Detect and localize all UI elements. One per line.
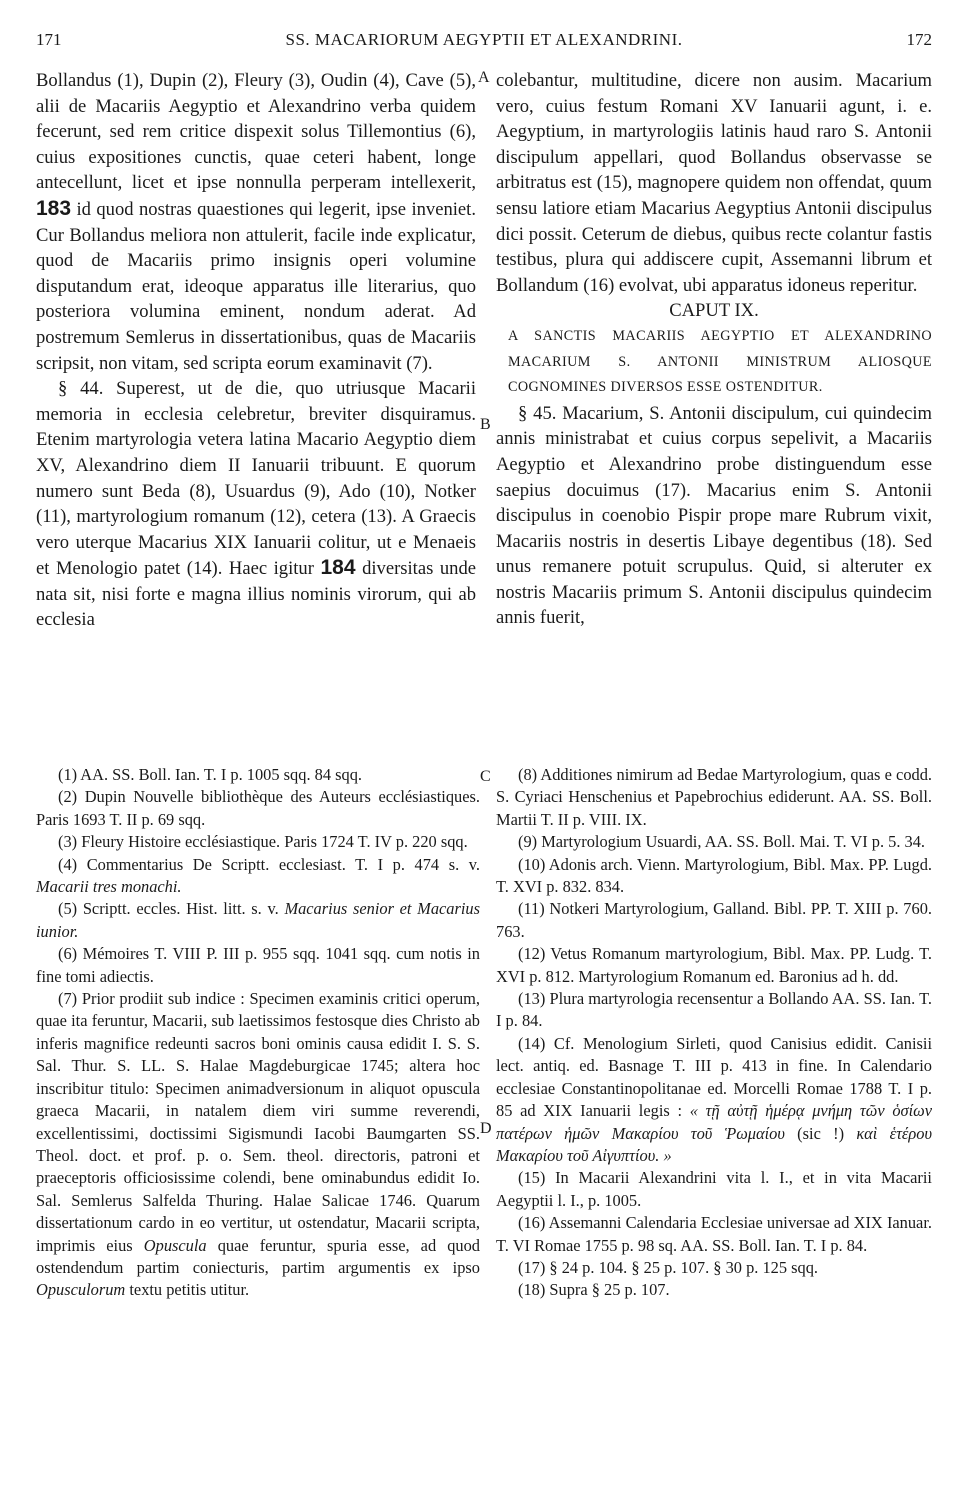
footnote-6: (6) Mémoires T. VIII P. III p. 955 sqq. 1041 sqq. cum notis in fine tomi adiectis. (36, 944, 480, 986)
footnote-2: (2) Dupin Nouvelle bibliothèque des Auteurs ecclésiastiques. Paris 1693 T. II p. 69 sqq. (36, 787, 480, 829)
body-column-right (496, 68, 932, 631)
paragraph-text: § 44. Superest, ut de die, quo utriusque Macarii memoria in ecclesia celebretur, breviter disquiramus. Etenim martyrologia vetera latina Macario Aegyptio diem XV, Alexandrino diem II Ianuarii tribuunt. E quorum numero sunt Beda (8), Usuardus (9), Ado (10), Notker (11), martyrologium romanum (12), cetera (13). A Graecis vero uterque Macarius XIX Ianuarii colitur, ut e Menaeis et Menologio patet (14). Haec igitur (36, 378, 476, 580)
footnote-italic: Opuscula (143, 1235, 207, 1255)
footnote-14 (496, 1033, 932, 1167)
footnote-text: quae feruntur, spuria esse, ad quod ostendendum partim coniecturis, partim argumentis ex ipso (36, 1235, 480, 1277)
footnote-5 (36, 898, 480, 943)
footnote-18: (18) Supra § 25 p. 107. (518, 1280, 670, 1300)
margin-marker-c: C (480, 768, 491, 785)
page-number-left: 171 (36, 30, 62, 49)
footnote-italic: Opusculorum (36, 1280, 126, 1300)
footnote-7 (36, 988, 480, 1302)
footnote-1: (1) AA. SS. Boll. Ian. T. I p. 1005 sqq. 84 sqq. (58, 765, 362, 784)
footnote-3: (3) Fleury Histoire ecclésiastique. Paris 1724 T. IV p. 220 sqq. (58, 832, 468, 852)
footnote-11: (11) Notkeri Martyrologium, Galland. Bibl. PP. T. XIII p. 760. 763. (496, 899, 932, 941)
footnotes-right (496, 764, 932, 1302)
paragraph-44 (36, 376, 476, 633)
footnote-text: textu petitis utitur. (129, 1280, 250, 1300)
footnote-4 (36, 854, 480, 899)
footnote-12: (12) Vetus Romanum martyrologium, Bibl. Max. PP. Ludg. T. XVI p. 812. Martyrologium Romanum ed. Baronius ad h. dd. (496, 944, 932, 986)
marginal-number-183: 183 (36, 196, 72, 220)
footnote-13: (13) Plura martyrologia recensentur a Bollando AA. SS. Ian. T. I p. 84. (496, 989, 932, 1031)
page-number-right: 172 (906, 30, 932, 49)
footnotes-left (36, 764, 480, 1302)
footnote-text: (7) Prior prodiit sub indice : Specimen examinis critici operum, quae ita feruntur, Macarii, sub laetissimos festosque dies Christo ab inferis magnifice redeunti sacros boni ominis causa edidit I. S. S. Sal. Thur. S. LL. S. Halae Magdeburgicae 1745; altera hoc inscribitur titulo: Specimen animadversionum in aliquot opuscula graeca Macarii, in natalem diem viri summe reverendi, excellentissimi, doctissimi Sigismundi Iacobi Baumgarten SS. Theol. doct. et prof. p. o. Sem. theol. directoris, patroni et praeceptoris officiosissime colendi, bene ominabundus edidit Io. Sal. Semlerus Salfelda Thuring. Halae Salicae 1746. Quarum dissertationum cardo in eo vertitur, ut ostendatur, Macarii scripta, imprimis eius (36, 989, 480, 1255)
paragraph-text: diversitas unde nata sit, nisi forte e magna illius nominis virorum, qui ab ecclesia (36, 558, 477, 631)
greek-quote: καὶ ἑτέρου Μακαρίου τοῦ Αἰγυπτίου. » (496, 1123, 932, 1165)
chapter-title: CAPUT IX. (669, 300, 759, 322)
footnote-text: (5) Scriptt. eccles. Hist. litt. s. v. (58, 899, 279, 919)
footnote-italic: Macarii tres monachi. (36, 877, 182, 897)
margin-marker-a: A (478, 69, 490, 86)
page-header (36, 30, 932, 56)
paragraph-text: id quod nostras quaestiones qui legerit, ipse inveniet. Cur Bollandus meliora non attulerit, facile inde explicatur, quod de Macariis primo insignis operi volumine disputandum erat, ideoque apparatus ille literarius, quo posteriora volumina eminent, nondum aderat. Ad postremum Semlerus in dissertationibus, quas de Macariis scripsit, non vitam, sed scripta eorum examinavit (7). (36, 198, 476, 374)
footnote-text: (sic !) (797, 1123, 845, 1143)
marginal-number-184: 184 (320, 556, 356, 580)
greek-quote: « τῇ αὐτῇ ἡμέρᾳ μνήμη τῶν ὁσίων πατέρων ἡμῶν Μακαρίου τοῦ Ῥωμαίου (496, 1101, 932, 1143)
footnote-text: (4) Commentarius De Scriptt. ecclesiast. T. I p. 474 s. v. (58, 854, 480, 874)
footnote-8: (8) Additiones nimirum ad Bedae Martyrologium, quas e codd. S. Cyriaci Henschenius et Papebrochius ediderunt. AA. SS. Boll. Martii T. II p. VIII. IX. (496, 765, 932, 829)
paragraph-43 (36, 68, 476, 376)
footnote-15: (15) In Macarii Alexandrini vita l. I., et in vita Macarii Aegyptii l. I., p. 1005. (496, 1168, 932, 1210)
paragraph-continuation: colebantur, multitudine, dicere non ausim. Macarium vero, cuius festum Romani XV Ianuarii agunt, i. e. Aegyptium, in martyrologiis latinis haud raro S. Antonii discipulum appellari, quod Bollandus observasse se arbitratus est (15), magnopere quidem non offendat, quum sensu latiore etiam Macarius Aegyptius Antonii discipulus dici possit. Ceterum de diebus, quibus recte colantur fastis testibus, plura qui addiscere cupit, Assemanni librum et Bollandum (16) evolvat, ubi apparatus idoneus reperitur. (496, 70, 932, 296)
footnote-16: (16) Assemanni Calendaria Ecclesiae universae ad XIX Ianuar. T. VI Romae 1755 p. 98 sq. AA. SS. Boll. Ian. T. I p. 84. (496, 1213, 932, 1255)
footnote-text: (14) Cf. Menologium Sirleti, quod Canisius edidit. Canisii lect. antiq. ed. Basnage T. III p. 413 in fine. In Calendario ecclesiae Constantinopolitanae ed. Morcelli Romae 1788 T. I p. 85 ad XIX Ianuarii legis : (496, 1033, 932, 1121)
paragraph-45: § 45. Macarium, S. Antonii discipulum, cui quindecim annis ministrabat et cuius corpus sepelivit, a Macariis Aegyptio et Alexandrino probe distinguendum esse saepius docuimus (17). Macarius enim S. Antonii discipulus in coenobio Pispir prope mare Rubrum vixit, Macariis nostris in desertis Libaye degentibus (18). Sed unus remanere potuit scrupulus. Quid, si alteruter ex nostris Macariis primum S. Antonii discipulus quindecim annis fuerit, (496, 402, 932, 629)
chapter-subtitle: A SANCTIS MACARIIS AEGYPTIO ET ALEXANDRINO MACARIUM S. ANTONII MINISTRUM ALIOSQUE COGNOMINES DIVERSOS ESSE OSTENDITUR. (508, 327, 932, 396)
body-column-left (36, 68, 476, 633)
margin-marker-b: B (480, 416, 491, 433)
footnote-italic: Macarius senior et Macarius iunior. (36, 899, 481, 941)
footnote-17: (17) § 24 p. 104. § 25 p. 107. § 30 p. 125 sqq. (518, 1257, 819, 1277)
footnote-10: (10) Adonis arch. Vienn. Martyrologium, Bibl. Max. PP. Lugd. T. XVI p. 832. 834. (496, 854, 932, 897)
margin-marker-d: D (480, 1120, 492, 1137)
footnote-9: (9) Martyrologium Usuardi, AA. SS. Boll. Mai. T. VI p. 5. 34. (518, 832, 926, 852)
running-title: SS. MACARIORUM AEGYPTII ET ALEXANDRINI. (285, 30, 683, 49)
paragraph-text: Bollandus (1), Dupin (2), Fleury (3), Oudin (4), Cave (5), alii de Macariis Aegyptio et Alexandrino verba quidem fecerunt, sed rem critice dispexit solus Tillemontius (6), cuius expositiones cunctis, quae ceteri habent, longe antecellunt, licet et ipse nonnulla perperam intellexerit, (36, 70, 476, 194)
